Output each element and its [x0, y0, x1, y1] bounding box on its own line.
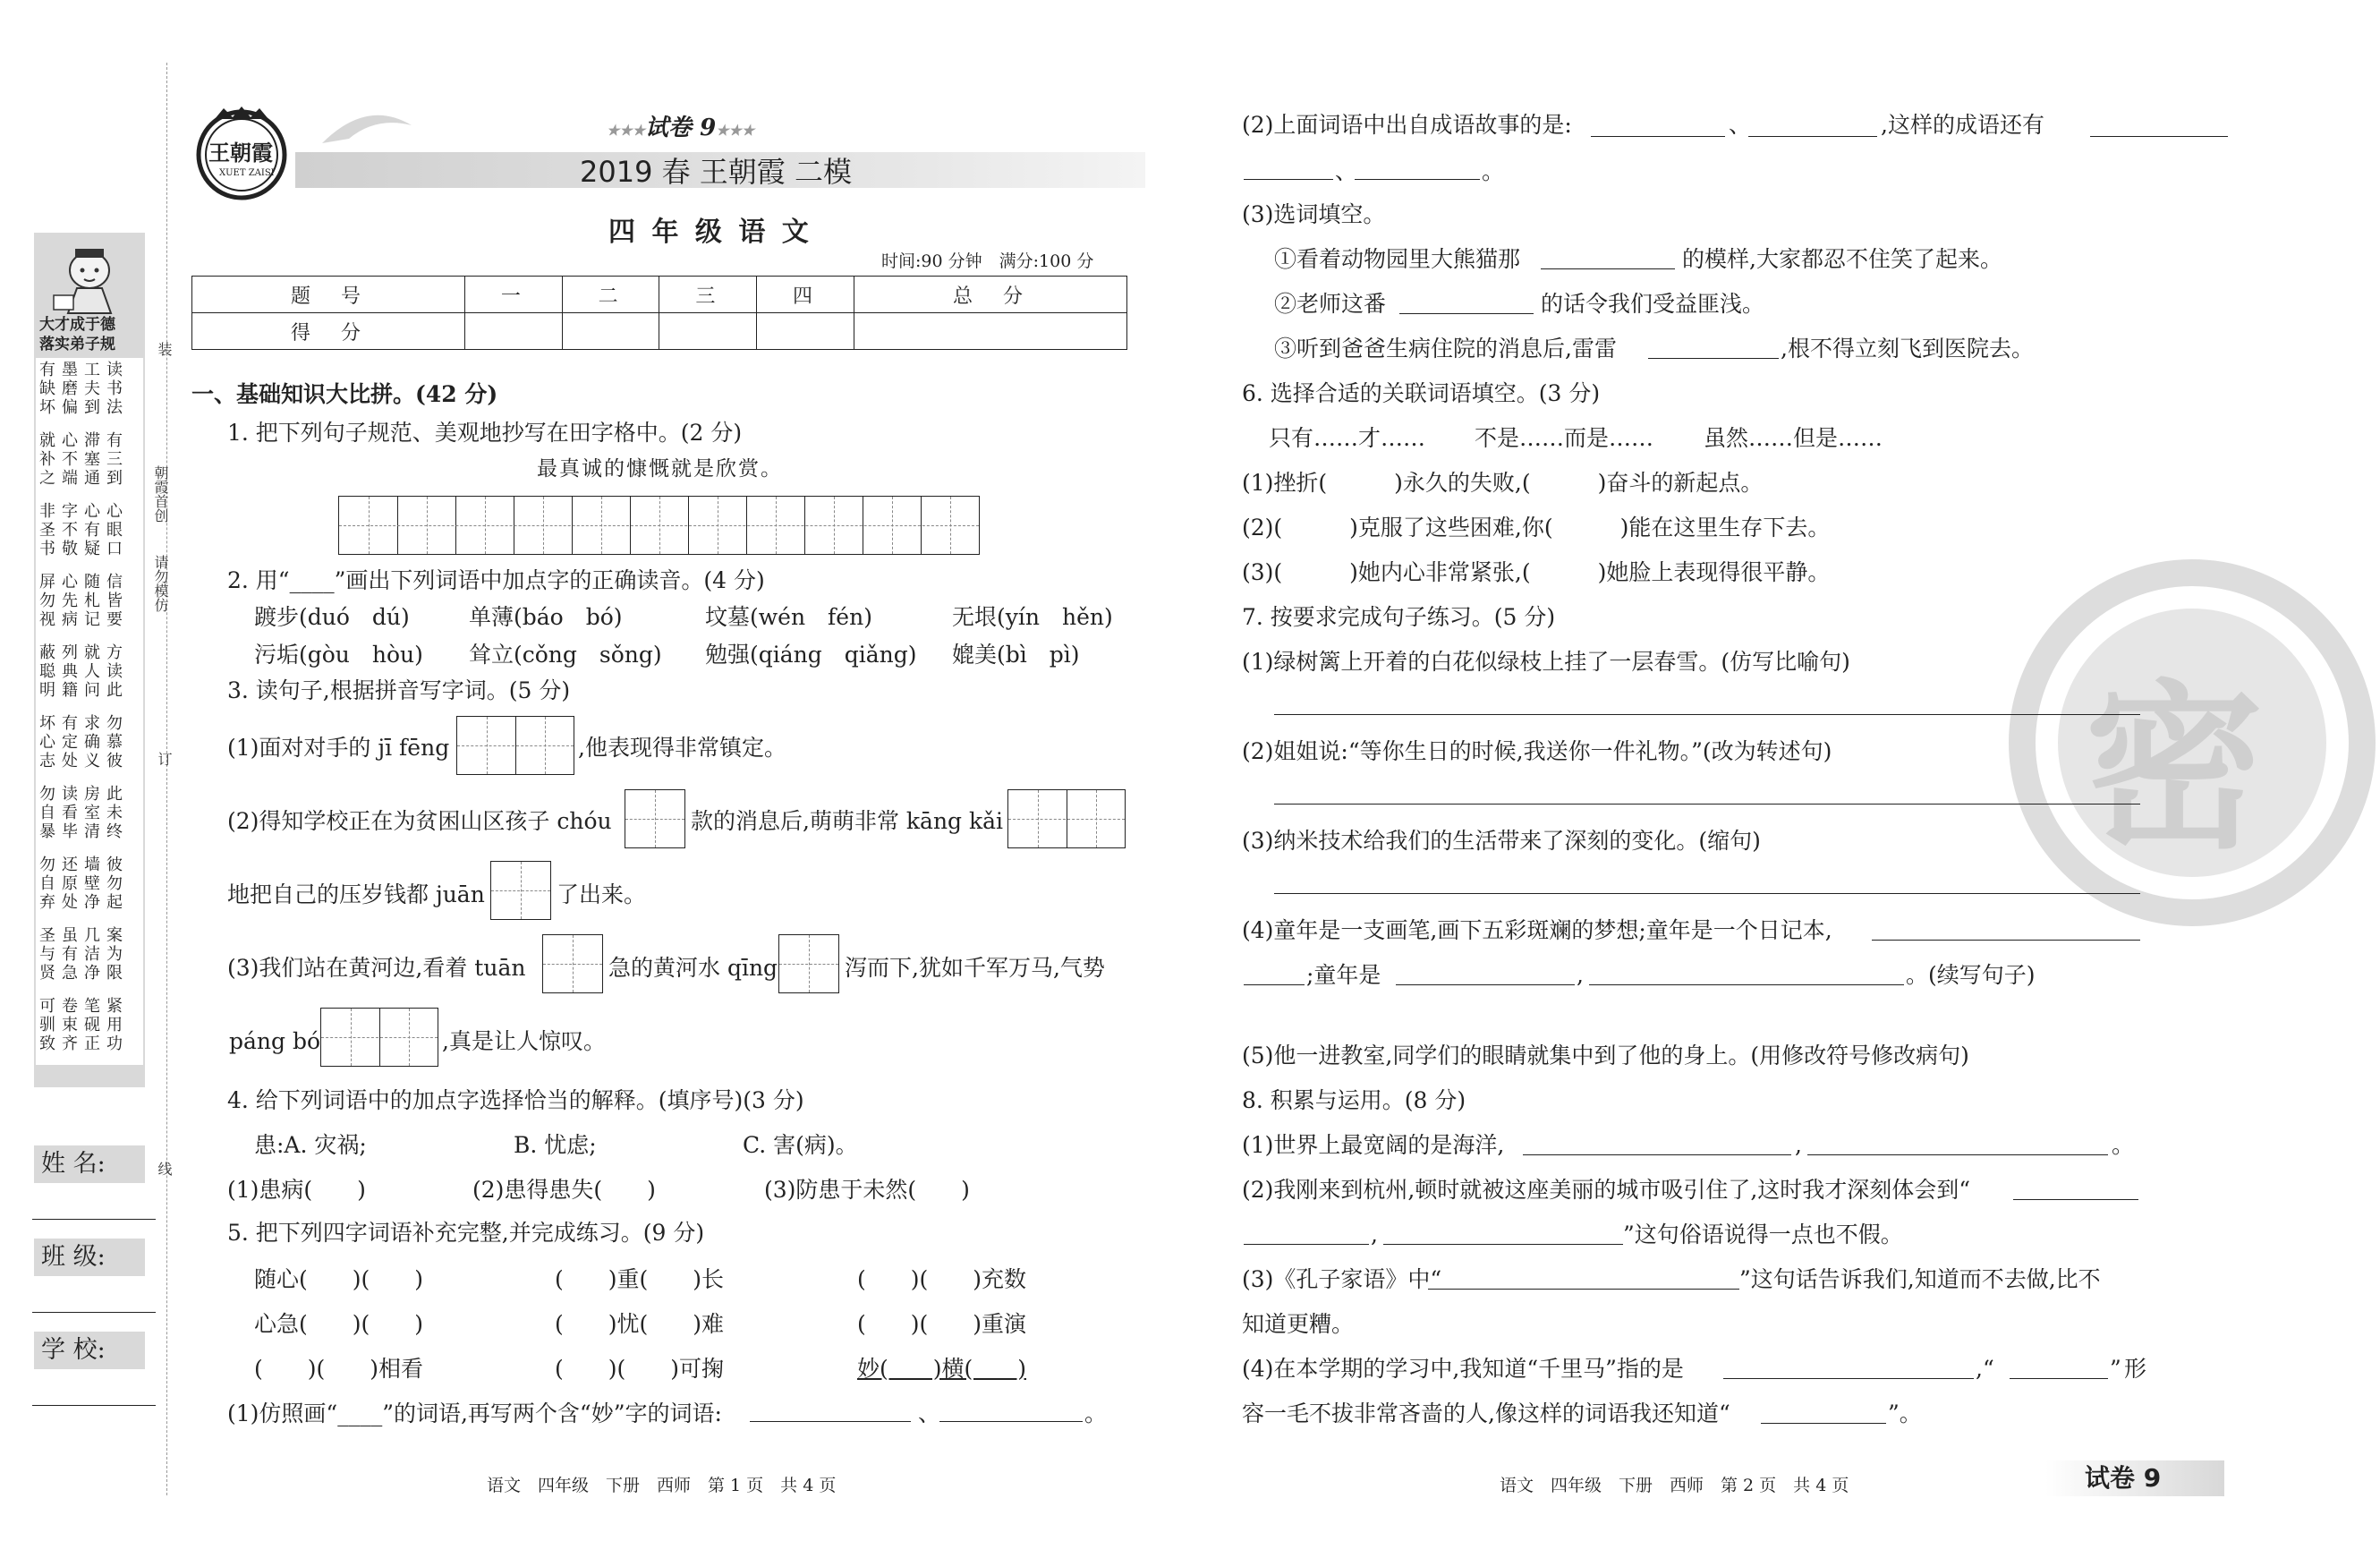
verse-line: 明籍问此 — [39, 681, 129, 700]
page-1-footer: 语文 四年级 下册 西师 第 1 页 共 4 页 — [487, 1476, 837, 1495]
binding-mark-4: 订 — [156, 752, 173, 766]
answer-blank[interactable] — [1523, 1154, 1791, 1155]
comma: , — [1795, 1132, 1802, 1158]
motto-line-1: 大才成于德 — [39, 316, 115, 334]
q4-item[interactable]: (3)防患于未然( ) — [764, 1177, 970, 1203]
grid-guide — [625, 819, 684, 820]
section-1-title: 一、基础知识大比拼。(42 分) — [191, 381, 498, 407]
q3-2-text-cont: 地把自己的压岁钱都 juān — [227, 881, 485, 907]
q4-prompt: 4. 给下列词语中的加点字选择恰当的解释。(填序号)(3 分) — [227, 1087, 804, 1113]
q7-4-text-mid: ;童年是 — [1306, 962, 1381, 988]
grid-guide — [339, 525, 979, 526]
score-cell[interactable] — [465, 313, 563, 350]
q5-3-1-text-end: 的模样,大家都忍不住笑了起来。 — [1682, 246, 2002, 272]
score-row-label: 得 分 — [192, 313, 465, 350]
answer-blank[interactable] — [2013, 1199, 2138, 1200]
answer-blank[interactable] — [1355, 179, 1480, 180]
verse-line: 圣虽几案 — [39, 926, 129, 945]
answer-grid[interactable] — [625, 789, 685, 848]
q5-idiom[interactable]: ( )( )重演 — [857, 1311, 1027, 1337]
answer-blank[interactable] — [2010, 1378, 2108, 1379]
q5-2-text: (2)上面词语中出自成语故事的是: — [1242, 112, 1572, 138]
score-header-cell: 三 — [659, 277, 757, 313]
q8-4-text: (4)在本学期的学习中,我知道“千里马”指的是 — [1242, 1356, 1684, 1382]
verse-line: 自原壁勿 — [39, 874, 129, 893]
answer-grid[interactable] — [1007, 789, 1126, 848]
verse-line: 志处义彼 — [39, 752, 129, 770]
verse-line: 坏偏到法 — [39, 398, 129, 417]
answer-blank[interactable] — [1244, 984, 1305, 985]
q8-1-text: (1)世界上最宽阔的是海洋, — [1242, 1132, 1505, 1158]
comma: , — [1577, 962, 1584, 988]
answer-line[interactable] — [1274, 893, 2140, 894]
answer-grid[interactable] — [456, 716, 574, 775]
verse-line: 自看室未 — [39, 804, 129, 822]
separator: 、 — [1335, 158, 1358, 184]
q8-4-text-mid: 形 — [2124, 1356, 2147, 1382]
score-cell[interactable] — [659, 313, 757, 350]
quote-open: ,“ — [1976, 1356, 1994, 1382]
q5-idiom[interactable]: 心急( )( ) — [254, 1311, 424, 1337]
answer-blank[interactable] — [1807, 1154, 2108, 1155]
q8-3-text-mid: ”这句话告诉我们,知道而不去做,比不 — [1739, 1266, 2101, 1292]
verse-line: 视病记要 — [39, 610, 129, 629]
q6-option: 只有……才…… — [1269, 425, 1426, 451]
q8-2-text-end: ”这句俗语说得一点也不假。 — [1623, 1222, 1903, 1247]
score-header-cell: 四 — [757, 277, 854, 313]
answer-blank[interactable] — [1761, 1423, 1886, 1424]
star-icon: ★★★ — [716, 122, 755, 139]
verse-line: 屏心随信 — [39, 573, 129, 592]
answer-blank[interactable] — [1383, 1244, 1623, 1245]
score-table — [191, 276, 1127, 350]
brand-logo — [192, 103, 291, 201]
grid-guide — [543, 964, 602, 965]
paper-badge: 试卷 9 — [2085, 1463, 2162, 1493]
q3-3-text: (3)我们站在黄河边,看着 tuān — [227, 955, 526, 981]
verse-line: 缺磨夫书 — [39, 379, 129, 398]
period: 。 — [1084, 1400, 1108, 1426]
class-label: 班 级: — [34, 1239, 145, 1276]
q8-3-text-end: 知道更糟。 — [1242, 1311, 1355, 1337]
q5-idiom[interactable]: ( )( )可掬 — [555, 1356, 725, 1382]
q3-3-text-cont: 泻而下,犹如千军万马,气势 — [845, 955, 1105, 981]
q2-item[interactable]: 勉强(qiáng qiǎng) — [705, 642, 917, 668]
score-header-cell: 一 — [465, 277, 563, 313]
q8-4-text-end: ”。 — [1888, 1400, 1922, 1426]
verse-line: 坏有求勿 — [39, 714, 129, 733]
answer-blank[interactable] — [1589, 984, 1904, 985]
answer-blank[interactable] — [1399, 313, 1534, 314]
q2-item[interactable]: 踱步(duó dú) — [254, 604, 410, 630]
page-2-footer: 语文 四年级 下册 西师 第 2 页 共 4 页 — [1500, 1476, 1849, 1495]
verse-line: 与有洁为 — [39, 945, 129, 964]
binding-line — [166, 63, 167, 1495]
q6-prompt: 6. 选择合适的关联词语填空。(3 分) — [1242, 380, 1601, 406]
answer-blank[interactable] — [1396, 984, 1575, 985]
q4-option: C. 害(病)。 — [743, 1132, 858, 1158]
q3-3-pinyin: páng bó — [229, 1028, 321, 1054]
answer-blank[interactable] — [1748, 136, 1877, 137]
grid-guide — [779, 964, 838, 965]
q5-2-text-mid: ,这样的成语还有 — [1881, 112, 2044, 138]
verse-line: 勿读房此 — [39, 785, 129, 804]
binding-mark-1: 装 — [156, 342, 173, 356]
q5-3-2-text-end: 的话令我们受益匪浅。 — [1541, 291, 1765, 317]
verse-line: 补不塞三 — [39, 450, 129, 469]
answer-grid[interactable] — [778, 934, 839, 993]
q3-1-text-end: ,他表现得非常镇定。 — [578, 735, 786, 761]
q5-3-3-text: ③听到爸爸生病住院的消息后,雷雷 — [1274, 336, 1617, 362]
score-header-cell: 题 号 — [192, 277, 465, 313]
q6-item[interactable]: (1)挫折( )永久的失败,( )奋斗的新起点。 — [1242, 470, 1764, 496]
answer-blank[interactable] — [1244, 1244, 1369, 1245]
verse-list — [39, 362, 140, 1069]
name-field[interactable] — [32, 1219, 156, 1220]
answer-blank[interactable] — [1541, 268, 1675, 269]
verse-line: 聪典人读 — [39, 662, 129, 681]
q6-item[interactable]: (3)( )她内心非常紧张,( )她脸上表现得很平静。 — [1242, 559, 1831, 585]
q5-1-prompt: (1)仿照画“____”的词语,再写两个含“妙”字的词语: — [227, 1400, 722, 1426]
q5-idiom[interactable]: ( )忧( )难 — [555, 1311, 725, 1337]
verse-line: 心定确慕 — [39, 733, 129, 752]
paper-number-text: 试卷 9 — [645, 115, 717, 141]
answer-grid[interactable] — [542, 934, 603, 993]
q2-prompt: 2. 用“____”画出下列词语中加点字的正确读音。(4 分) — [227, 567, 765, 593]
answer-blank[interactable] — [1591, 136, 1725, 137]
seal-character: 密 — [2085, 665, 2265, 873]
separator: 、 — [918, 1400, 941, 1426]
verse-line: 可卷笔紧 — [39, 997, 129, 1016]
grid-guide — [491, 890, 550, 891]
score-cell[interactable] — [757, 313, 854, 350]
answer-line[interactable] — [1274, 714, 2140, 715]
q3-2-text-end: 了出来。 — [557, 881, 647, 907]
q3-prompt: 3. 读句子,根据拼音写字词。(5 分) — [227, 677, 571, 703]
q8-4-text-cont: 容一毛不拔非常吝啬的人,像这样的词语我还知道“ — [1242, 1400, 1730, 1426]
q4-item[interactable]: (2)患得患失( ) — [472, 1177, 656, 1203]
logo-subtext: XUET ZAISI — [219, 168, 275, 178]
answer-blank[interactable] — [1428, 1289, 1739, 1290]
q5-idiom[interactable]: 随心( )( ) — [254, 1266, 424, 1292]
answer-line[interactable] — [1274, 804, 2140, 805]
verse-line: 有墨工读 — [39, 361, 129, 379]
verse-line: 书敬疑口 — [39, 540, 129, 558]
verse-line: 圣不有眼 — [39, 521, 129, 540]
seal-watermark — [2004, 555, 2265, 931]
q7-4-text-end: 。(续写句子) — [1906, 962, 2036, 988]
q2-item[interactable]: 耸立(cǒng sǒng) — [469, 642, 662, 668]
q8-3-text: (3)《孔子家语》中“ — [1242, 1266, 1442, 1292]
q2-item[interactable]: 单薄(báo bó) — [469, 604, 623, 630]
star-icon: ★★★ — [607, 122, 646, 139]
subject-title: 四 年 级 语 文 — [608, 217, 812, 248]
q5-idiom[interactable]: ( )重( )长 — [555, 1266, 725, 1292]
period: 。 — [2112, 1132, 2135, 1158]
q3-1-text: (1)面对对手的 jī fēng — [227, 735, 450, 761]
grid-guide — [457, 745, 574, 746]
logo-text: 王朝霞 — [208, 140, 273, 166]
q7-5-text[interactable]: (5)他一进教室,同学们的眼睛就集中到了他的身上。(用修改符号修改病句) — [1242, 1043, 1969, 1068]
motto-line-2: 落实弟子规 — [39, 336, 115, 353]
binding-mark-5: 线 — [156, 1162, 173, 1176]
answer-blank[interactable] — [1244, 179, 1333, 180]
verse-line: 非字心心 — [39, 502, 129, 521]
q4-option: 患:A. 灾祸; — [254, 1132, 367, 1158]
q1-sentence: 最真诚的慷慨就是欣赏。 — [537, 457, 783, 481]
comma: , — [1371, 1222, 1378, 1247]
q8-2-text: (2)我刚来到杭州,顿时就被这座美丽的城市吸引住了,这时我才深刻体会到“ — [1242, 1177, 1971, 1203]
q5-3-3-text-end: ,根不得立刻飞到医院去。 — [1781, 336, 2034, 362]
binding-mark-2: 朝霞首创 — [152, 465, 169, 523]
verse-line: 勿先札皆 — [39, 592, 129, 610]
verse-line: 贤急净限 — [39, 964, 129, 983]
name-label: 姓 名: — [34, 1145, 145, 1183]
score-header-cell: 二 — [562, 277, 659, 313]
q2-item[interactable]: 媲美(bì pì) — [952, 642, 1080, 668]
q7-1-text: (1)绿树篱上开着的白花似绿枝上挂了一层春雪。(仿写比喻句) — [1242, 649, 1850, 675]
q5-prompt: 5. 把下列四字词语补充完整,并完成练习。(9 分) — [227, 1220, 705, 1246]
verse-line: 致齐正功 — [39, 1034, 129, 1053]
q6-item[interactable]: (2)( )克服了这些困难,你( )能在这里生存下去。 — [1242, 515, 1831, 541]
answer-blank[interactable] — [750, 1421, 911, 1422]
score-header-cell: 总 分 — [854, 277, 1126, 313]
quote-close: ” — [2110, 1356, 2121, 1382]
score-cell[interactable] — [562, 313, 659, 350]
q5-idiom-underlined[interactable]: 妙( )横( ) — [857, 1356, 1027, 1382]
q5-3-prompt: (3)选词填空。 — [1242, 201, 1386, 227]
verse-line: 弃处净起 — [39, 893, 129, 912]
school-label: 学 校: — [34, 1332, 145, 1369]
answer-blank[interactable] — [939, 1421, 1083, 1422]
answer-grid[interactable] — [490, 861, 551, 920]
verse-line: 驯束砚用 — [39, 1016, 129, 1034]
q7-2-text: (2)姐姐说:“等你生日的时候,我送你一件礼物。”(改为转述句) — [1242, 738, 1832, 764]
writing-grid[interactable] — [338, 496, 980, 555]
q6-option: 虽然……但是…… — [1704, 425, 1883, 451]
q4-item[interactable]: (1)患病( ) — [227, 1177, 366, 1203]
answer-grid[interactable] — [320, 1008, 438, 1067]
answer-blank[interactable] — [1648, 358, 1779, 359]
q4-option: B. 忧虑; — [514, 1132, 597, 1158]
verse-line: 蔽列就方 — [39, 643, 129, 662]
q3-3-text-mid: 急的黄河水 qīng — [608, 955, 778, 981]
q7-prompt: 7. 按要求完成句子练习。(5 分) — [1242, 604, 1556, 630]
answer-blank[interactable] — [1872, 940, 2140, 941]
scholar-illustration — [52, 243, 127, 315]
q3-2-text: (2)得知学校正在为贫困山区孩子 chóu — [227, 808, 612, 834]
exam-title: 2019 春 王朝霞 二模 — [580, 155, 852, 189]
q5-3-2-text: ②老师这番 — [1274, 291, 1387, 317]
separator: 、 — [1729, 112, 1752, 138]
binding-mark-3: 请勿模仿 — [152, 555, 169, 612]
q5-3-1-text: ①看着动物园里大熊猫那 — [1274, 246, 1521, 272]
q5-idiom[interactable]: ( )( )相看 — [254, 1356, 424, 1382]
q7-3-text: (3)纳米技术给我们的生活带来了深刻的变化。(缩句) — [1242, 828, 1761, 854]
q5-idiom[interactable]: ( )( )充数 — [857, 1266, 1027, 1292]
verse-line: 勿还墙彼 — [39, 856, 129, 874]
paper-number — [607, 114, 754, 144]
grid-guide — [1008, 819, 1125, 820]
time-info: 时间:90 分钟 满分:100 分 — [881, 251, 1094, 271]
grid-guide — [321, 1037, 438, 1038]
q2-item[interactable]: 污垢(gòu hòu) — [254, 642, 423, 668]
school-field[interactable] — [32, 1405, 156, 1406]
score-cell[interactable] — [854, 313, 1126, 350]
verse-line: 之端通到 — [39, 469, 129, 488]
ribbon-decoration — [313, 98, 421, 152]
q1-prompt: 1. 把下列句子规范、美观地抄写在田字格中。(2 分) — [227, 420, 743, 446]
q7-4-text: (4)童年是一支画笔,画下五彩斑斓的梦想;童年是一个日记本, — [1242, 917, 1832, 943]
q2-item[interactable]: 坟墓(wén fén) — [705, 604, 872, 630]
q2-item[interactable]: 无垠(yín hěn) — [952, 604, 1113, 630]
verse-line: 暴毕清终 — [39, 822, 129, 841]
period: 。 — [1482, 158, 1505, 184]
q8-prompt: 8. 积累与运用。(8 分) — [1242, 1087, 1466, 1113]
answer-blank[interactable] — [2090, 136, 2228, 137]
verse-line: 就心滞有 — [39, 431, 129, 450]
q6-option: 不是……而是…… — [1475, 425, 1654, 451]
q3-2-text-mid: 款的消息后,萌萌非常 kāng kǎi — [691, 808, 1004, 834]
q3-3-text-end: ,真是让人惊叹。 — [442, 1028, 606, 1054]
class-field[interactable] — [32, 1312, 156, 1313]
answer-blank[interactable] — [1723, 1378, 1974, 1379]
